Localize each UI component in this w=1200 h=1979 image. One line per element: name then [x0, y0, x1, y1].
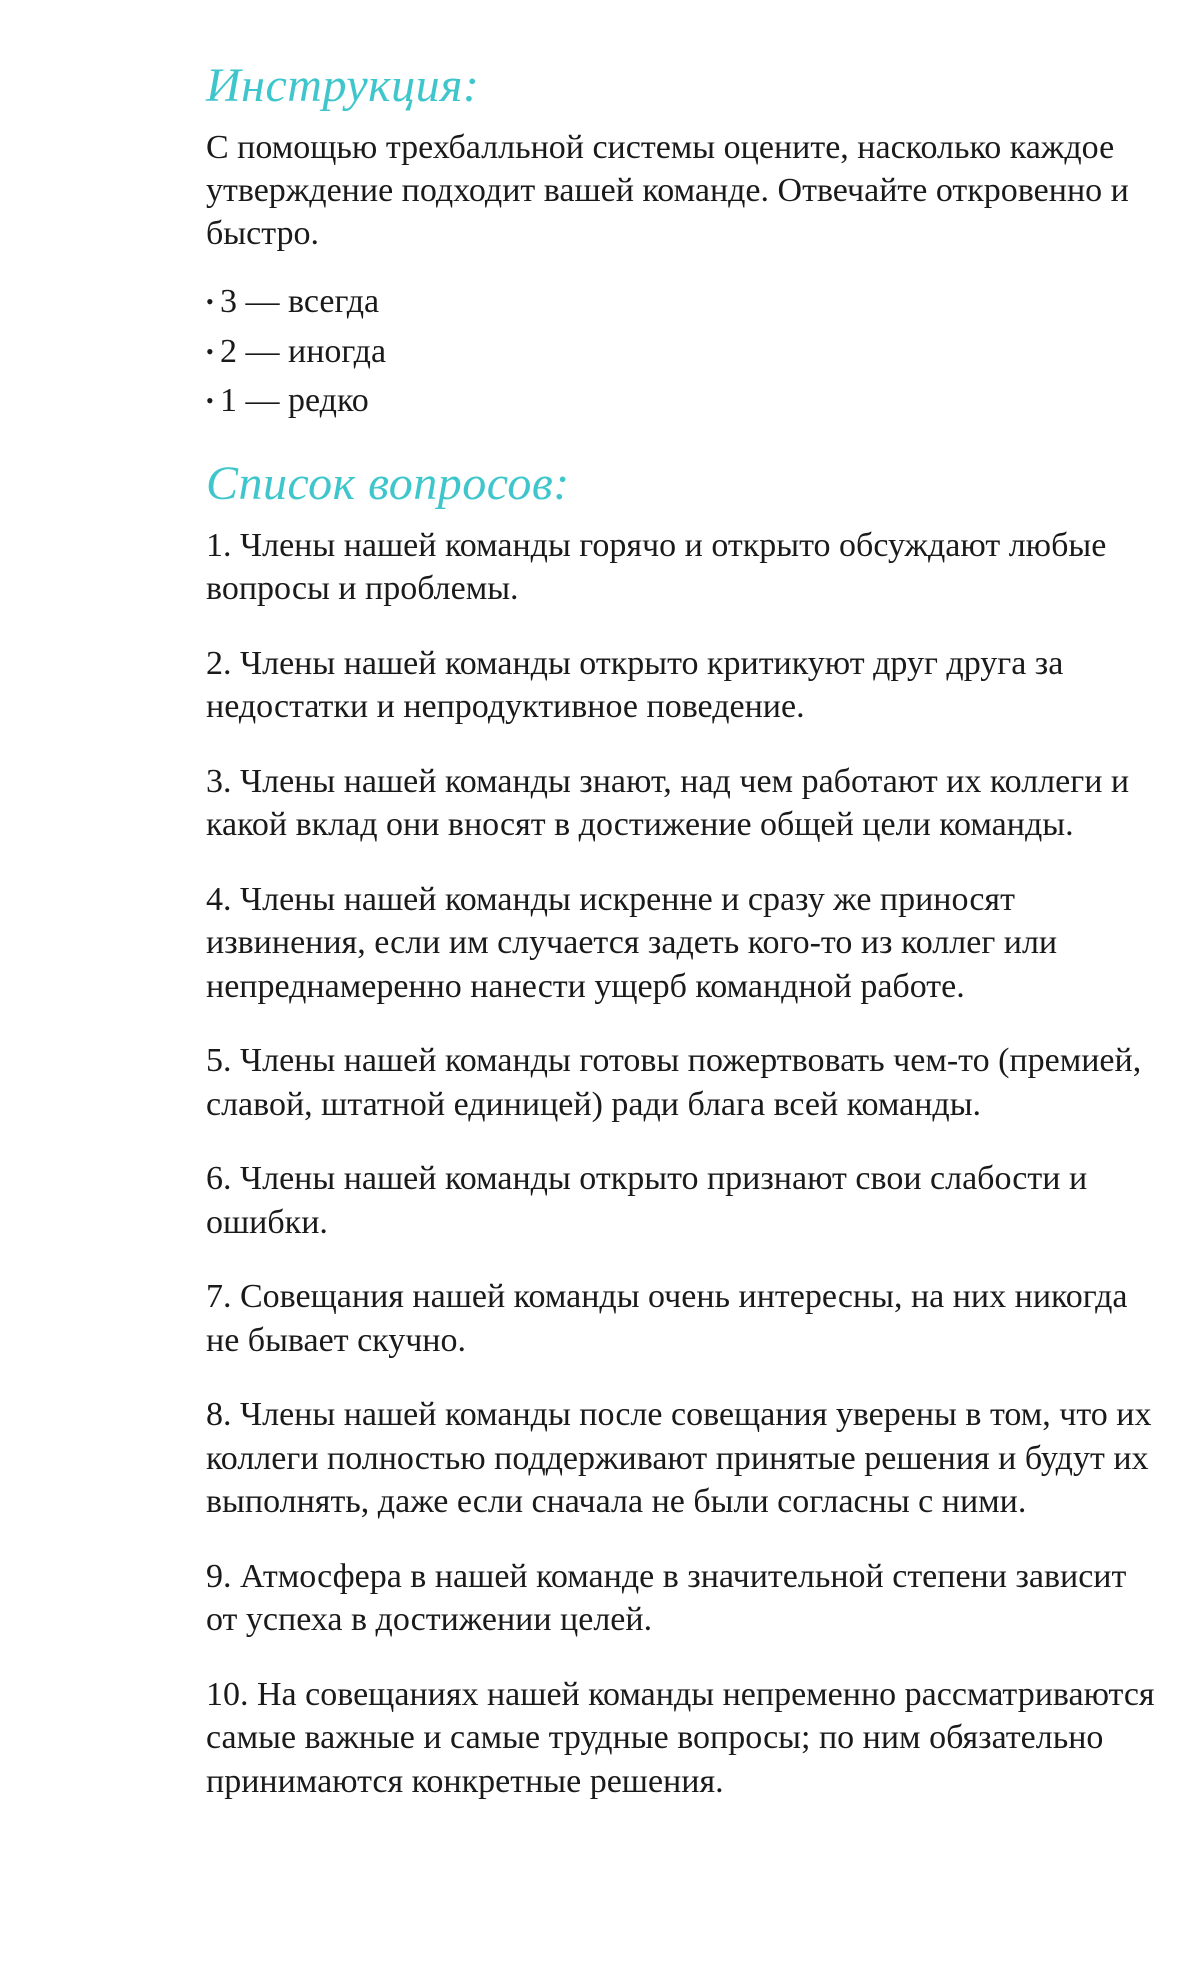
instructions-heading: Инструкция:: [206, 59, 480, 112]
scale-item-label: 3 — всегда: [220, 283, 380, 320]
scale-item-label: 1 — редко: [220, 382, 369, 419]
rating-scale-list: [206, 277, 1166, 426]
questions-list: [206, 524, 1166, 1804]
question-item: 8. Члены нашей команды после совещания уверены в том, что их коллеги полностью поддерживают принятые решения и будут их выполнять, даже если сначала не были согласны с ними.: [206, 1396, 1152, 1520]
bullet-icon: •: [206, 388, 214, 413]
question-item: 9. Атмосфера в нашей команде в значительной степени зависит от успеха в достижении целей.: [206, 1557, 1127, 1638]
question-item: 6. Члены нашей команды открыто признают свои слабости и ошибки.: [206, 1160, 1088, 1241]
questions-heading: Список вопросов:: [206, 456, 570, 510]
instructions-text: С помощью трехбалльной системы оцените, насколько каждое утверждение подходит вашей команде. Отвечайте откровенно и быстро.: [206, 129, 1129, 252]
instructions-section: [206, 58, 1166, 426]
questions-section: [206, 456, 1166, 1804]
scale-item-1: [206, 376, 1166, 426]
question-item: 3. Члены нашей команды знают, над чем работают их коллеги и какой вклад они вносят в достижение общей цели команды.: [206, 762, 1130, 843]
question-item: 4. Члены нашей команды искренне и сразу же приносят извинения, если им случается задеть кого-то из коллег или непреднамеренно нанести ущерб командной работе.: [206, 880, 1058, 1005]
question-item: 5. Члены нашей команды готовы пожертвовать чем-то (премией, славой, штатной единицей) ради блага всей команды.: [206, 1042, 1142, 1123]
question-item: 10. На совещаниях нашей команды непременно рассматриваются самые важные и самые трудные вопросы; по ним обязательно принимаются конкретные решения.: [206, 1675, 1155, 1800]
scale-item-2: [206, 327, 1166, 377]
bullet-icon: •: [206, 289, 214, 314]
question-item: 1. Члены нашей команды горячо и открыто обсуждают любые вопросы и проблемы.: [206, 526, 1107, 607]
document-page: [206, 58, 1166, 1834]
scale-item-label: 2 — иногда: [220, 332, 387, 370]
question-item: 2. Члены нашей команды открыто критикуют друг друга за недостатки и непродуктивное поведение.: [206, 644, 1064, 725]
scale-item-3: [206, 277, 1166, 327]
question-item: 7. Совещания нашей команды очень интересны, на них никогда не бывает скучно.: [206, 1278, 1128, 1359]
bullet-icon: •: [206, 338, 214, 364]
